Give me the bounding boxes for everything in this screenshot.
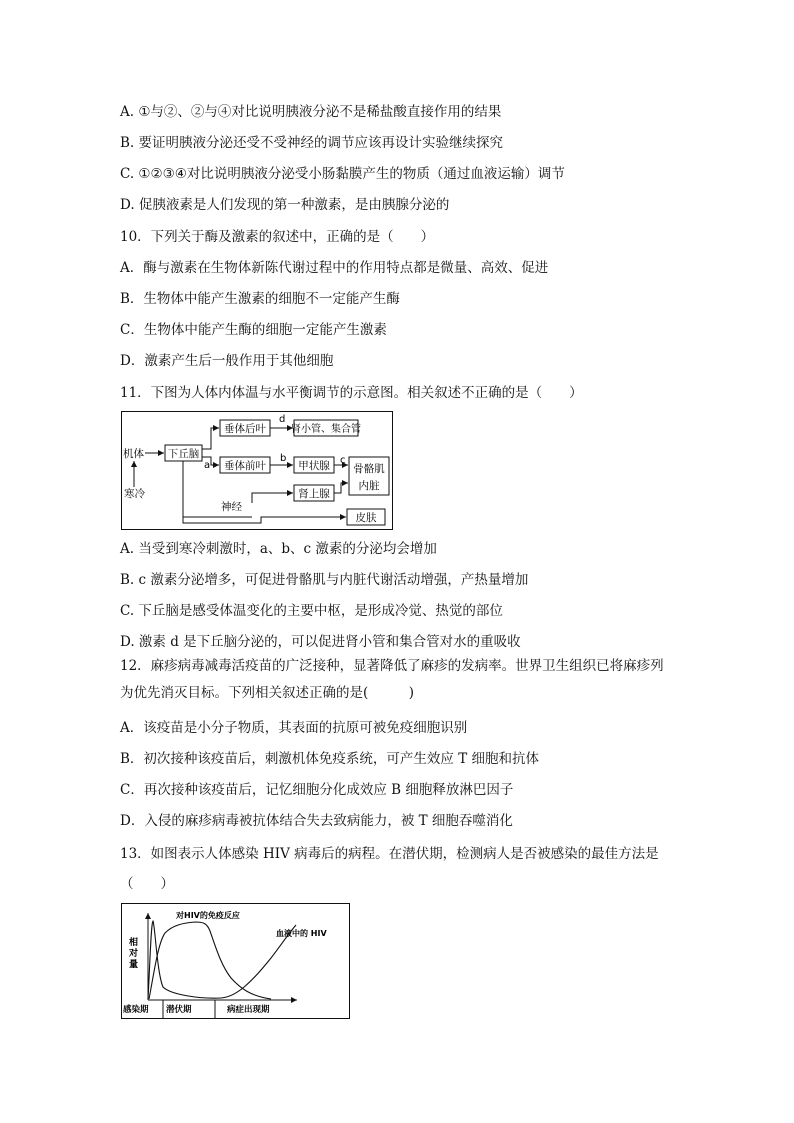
- skin-text: 皮肤: [355, 512, 377, 524]
- cold-text: 寒冷: [124, 488, 145, 500]
- q9-option-b: B. 要证明胰液分泌还受不受神经的调节应该再设计实验继续探究: [120, 135, 504, 151]
- anterior-pituitary-text: 垂体前叶: [224, 460, 266, 472]
- q11-stem: 11．下图为人体内体温与水平衡调节的示意图。相关叙述不正确的是（ ）: [120, 385, 583, 401]
- q12-option-d: D．入侵的麻疹病毒被抗体结合失去致病能力，被 T 细胞吞噬消化: [120, 813, 513, 829]
- kidney-tubules-text: 肾小管、集合管: [291, 424, 361, 435]
- q9-option-c: C. ①②③④对比说明胰液分泌受小肠黏膜产生的物质（通过血液运输）调节: [120, 166, 565, 182]
- immune-curve: [149, 922, 271, 999]
- q9-option-a: A. ①与②、②与④对比说明胰液分泌不是稀盐酸直接作用的结果: [120, 104, 502, 120]
- q12-option-c: C．再次接种该疫苗后，记忆细胞分化成效应 B 细胞释放淋巴因子: [120, 782, 514, 798]
- body-text: 机体: [123, 448, 144, 460]
- phase-symptom: 病症出现期: [227, 1005, 270, 1015]
- immune-response-label: 对HIV的免疫反应: [176, 911, 240, 920]
- q12-stem-line2: 为优先消灭目标。下列相关叙述正确的是( ): [120, 685, 415, 701]
- q11-option-b: B. c 激素分泌增多，可促进骨骼肌与内脏代谢活动增强，产热量增加: [120, 572, 529, 588]
- ylabel-2: 对: [129, 949, 139, 959]
- q11-option-d: D. 激素 d 是下丘脑分泌的，可以促进肾小管和集合管对水的重吸收: [120, 634, 521, 650]
- q11-option-a: A. 当受到寒冷刺激时，a、b、c 激素的分泌均会增加: [120, 541, 437, 557]
- q10-stem: 10．下列关于酶及激素的叙述中，正确的是（ ）: [120, 229, 435, 245]
- nerve-text: 神经: [221, 501, 242, 513]
- viscera-text: 内脏: [358, 480, 380, 492]
- adrenal-text: 肾上腺: [298, 488, 330, 500]
- label-c: c: [340, 455, 346, 466]
- hiv-curve: [148, 921, 296, 999]
- q10-option-b: B．生物体中能产生激素的细胞不一定能产生酶: [120, 291, 400, 307]
- q11-option-c: C. 下丘脑是感受体温变化的主要中枢，是形成冷觉、热觉的部位: [120, 603, 503, 619]
- ylabel-1: 相: [129, 938, 139, 948]
- posterior-pituitary-text: 垂体后叶: [224, 423, 266, 435]
- phase-latent: 潜伏期: [166, 1005, 192, 1015]
- q12-option-a: A．该疫苗是小分子物质，其表面的抗原可被免疫细胞识别: [120, 720, 468, 736]
- q13-stem-line2: （ ）: [120, 876, 174, 892]
- q10-option-a: A．酶与激素在生物体新陈代谢过程中的作用特点都是微量、高效、促进: [120, 260, 549, 276]
- label-d: d: [279, 414, 286, 425]
- q12-stem-line1: 12．麻疹病毒减毒活疫苗的广泛接种，显著降低了麻疹的发病率。世界卫生组织已将麻疹列: [120, 658, 664, 674]
- q10-option-d: D．激素产生后一般作用于其他细胞: [120, 353, 334, 369]
- q13-stem-line1: 13．如图表示人体感染 HIV 病毒后的病程。在潜伏期，检测病人是否被感染的最佳方法是: [120, 846, 659, 862]
- q12-option-b: B．初次接种该疫苗后，刺激机体免疫系统，可产生效应 T 细胞和抗体: [120, 751, 540, 767]
- q10-option-c: C．生物体中能产生酶的细胞一定能产生激素: [120, 322, 387, 338]
- thermoregulation-diagram: [121, 411, 393, 530]
- q9-option-d: D. 促胰液素是人们发现的第一种激素，是由胰腺分泌的: [120, 197, 450, 213]
- thyroid-text: 甲状腺: [298, 460, 330, 472]
- label-b: b: [280, 453, 287, 464]
- muscle-text: 骨骼肌: [353, 463, 385, 475]
- phase-infection: 感染期: [123, 1005, 149, 1015]
- ylabel-3: 量: [129, 960, 139, 970]
- hiv-course-graph: [121, 903, 351, 1020]
- hypothalamus-text: 下丘脑: [167, 448, 200, 460]
- blood-hiv-label: 血液中的 HIV: [276, 929, 327, 938]
- label-a: a: [204, 460, 211, 471]
